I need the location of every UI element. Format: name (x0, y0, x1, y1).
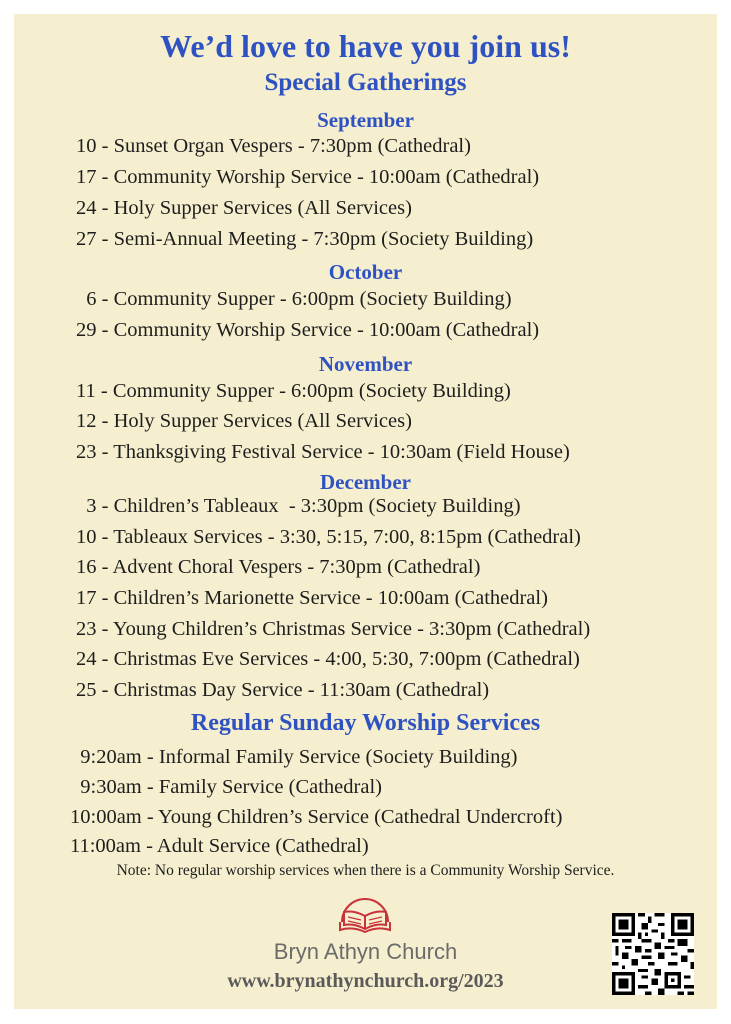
month-heading-september: September (317, 108, 414, 132)
service-row: 11:00am - Adult Service (Cathedral) (70, 835, 369, 857)
service-row: 9:30am - Family Service (Cathedral) (70, 776, 382, 798)
service-row: 10:00am - Young Children’s Service (Cathedral Undercroft) (70, 806, 563, 828)
event-row: 16 - Advent Choral Vespers - 7:30pm (Cathedral) (76, 556, 481, 578)
event-row: 23 - Young Children’s Christmas Service - 3:30pm (Cathedral) (76, 618, 591, 640)
event-row: 29 - Community Worship Service - 10:00am (Cathedral) (76, 319, 540, 341)
special-gatherings-heading: Special Gatherings (264, 69, 467, 96)
event-row: 11 - Community Supper - 6:00pm (Society Building) (76, 380, 511, 402)
event-row: 17 - Children’s Marionette Service - 10:00am (Cathedral) (76, 587, 548, 609)
qr-code-icon[interactable] (612, 913, 694, 995)
event-row: 10 - Tableaux Services - 3:30, 5:15, 7:00, 8:15pm (Cathedral) (76, 526, 581, 548)
service-row: 9:20am - Informal Family Service (Society Building) (70, 746, 518, 768)
event-row: 25 - Christmas Day Service - 11:30am (Cathedral) (76, 679, 490, 701)
event-row: 24 - Holy Supper Services (All Services) (76, 197, 412, 219)
page-title: We’d love to have you join us! (160, 28, 571, 64)
church-name: Bryn Athyn Church (273, 939, 458, 964)
event-row: 23 - Thanksgiving Festival Service - 10:30am (Field House) (76, 441, 570, 463)
event-row: 27 - Semi-Annual Meeting - 7:30pm (Society Building) (76, 228, 534, 250)
event-row: 17 - Community Worship Service - 10:00am (Cathedral) (76, 166, 540, 188)
note-text: Note: No regular worship services when there is a Community Worship Service. (116, 862, 615, 879)
event-row: 6 - Community Supper - 6:00pm (Society Building) (76, 288, 512, 310)
open-book-icon (336, 894, 394, 938)
month-heading-november: November (318, 352, 413, 376)
month-heading-december: December (320, 470, 411, 494)
event-row: 12 - Holy Supper Services (All Services) (76, 410, 412, 432)
website-url[interactable]: www.brynathynchurch.org/2023 (227, 970, 504, 992)
event-row: 10 - Sunset Organ Vespers - 7:30pm (Cathedral) (76, 135, 471, 157)
event-row: 24 - Christmas Eve Services - 4:00, 5:30, 7:00pm (Cathedral) (76, 648, 580, 670)
regular-services-heading: Regular Sunday Worship Services (190, 710, 541, 736)
event-row: 3 - Children’s Tableaux - 3:30pm (Society Building) (76, 495, 521, 517)
month-heading-october: October (328, 260, 403, 284)
